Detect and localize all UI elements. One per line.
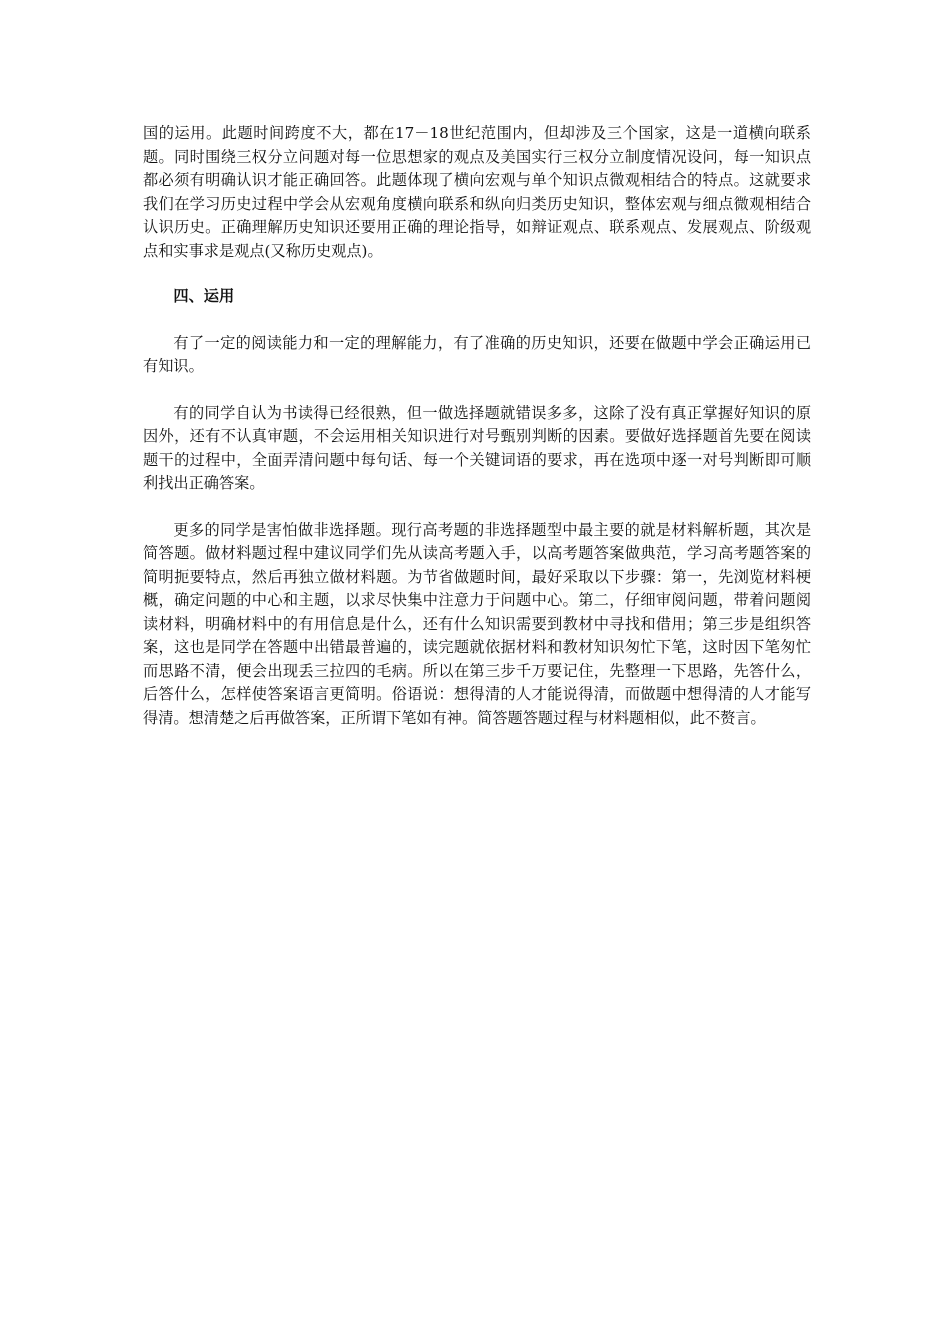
document-body	[143, 122, 811, 730]
paragraph-application-intro: 有了一定的阅读能力和一定的理解能力，有了准确的历史知识，还要在做题中学会正确运用已有知识。	[143, 333, 811, 375]
paragraph-continuation: 国的运用。此题时间跨度不大，都在17－18世纪范围内，但却涉及三个国家，这是一道横向联系题。同时围绕三权分立问题对每一位思想家的观点及美国实行三权分立制度情况设问，每一知识点都必须有明确认识才能正确回答。此题体现了横向宏观与单个知识点微观相结合的特点。这就要求我们在学习历史过程中学会从宏观角度横向联系和纵向归类历史知识，整体宏观与细点微观相结合认识历史。正确理解历史知识还要用正确的理论指导，如辩证观点、联系观点、发展观点、阶级观点和实事求是观点(又称历史观点)。	[143, 124, 811, 260]
paragraph-multiple-choice: 有的同学自认为书读得已经很熟，但一做选择题就错误多多，这除了没有真正掌握好知识的原因外，还有不认真审题，不会运用相关知识进行对号甄别判断的因素。要做好选择题首先要在阅读题干的过程中，全面弄清问题中每句话、每一个关键词语的要求，再在选项中逐一对号判断即可顺利找出正确答案。	[143, 403, 811, 492]
paragraph-non-choice: 更多的同学是害怕做非选择题。现行高考题的非选择题型中最主要的就是材料解析题，其次是简答题。做材料题过程中建议同学们先从读高考题入手，以高考题答案做典范，学习高考题答案的简明扼要特点，然后再独立做材料题。为节省做题时间，最好采取以下步骤：第一，先浏览材料梗概，确定问题的中心和主题，以求尽快集中注意力于问题中心。第二，仔细审阅问题，带着问题阅读材料，明确材料中的有用信息是什么，还有什么知识需要到教材中寻找和借用；第三步是组织答案，这也是同学在答题中出错最普遍的，读完题就依据材料和教材知识匆忙下笔，这时因下笔匆忙而思路不清，便会出现丢三拉四的毛病。所以在第三步千万要记住，先整理一下思路，先答什么，后答什么，怎样使答案语言更简明。俗语说：想得清的人才能说得清，而做题中想得清的人才能写得清。想清楚之后再做答案，正所谓下笔如有神。简答题答题过程与材料题相似，此不赘言。	[143, 520, 811, 727]
section-heading-4: 四、运用	[173, 287, 235, 305]
